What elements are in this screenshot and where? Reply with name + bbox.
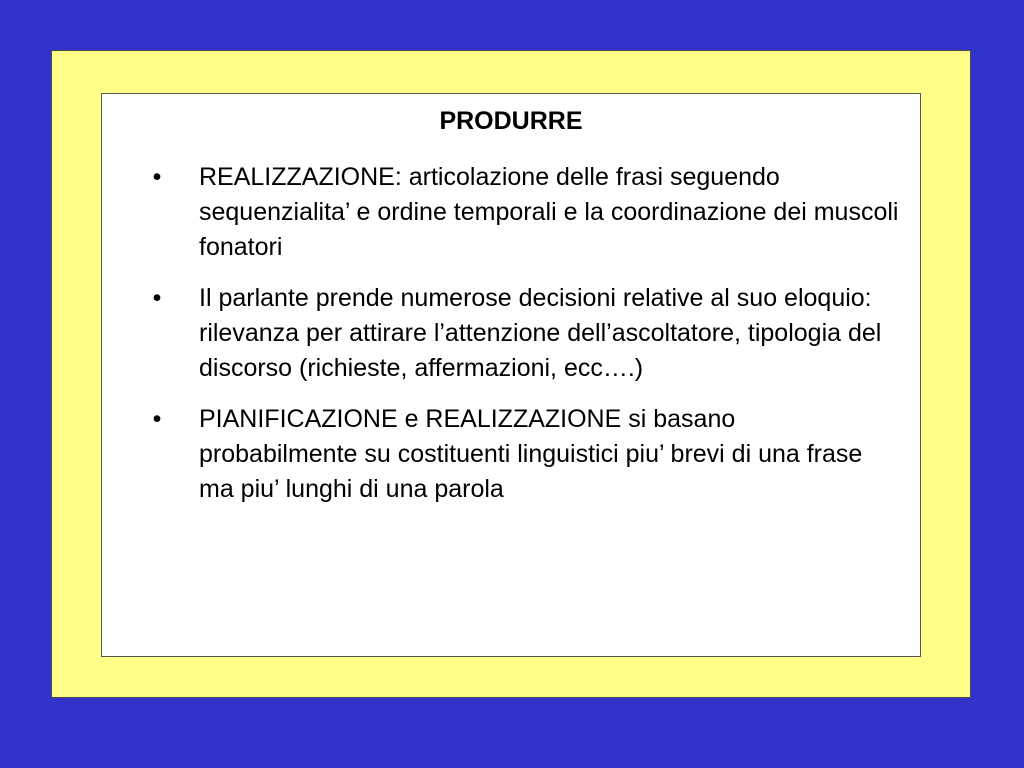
bullet-item-realizzazione (102, 160, 920, 265)
bullet-item-pianificazione (102, 402, 920, 507)
bullet-icon: • (152, 405, 162, 433)
bullet-text: Il parlante prende numerose decisioni relative al suo eloquio: rilevanza per attirare l’attenzione dell’ascoltatore, tipologia del discorso (richieste, affermazioni, ecc….) (199, 284, 882, 382)
bullet-text: PIANIFICAZIONE e REALIZZAZIONE si basano probabilmente su costituenti linguistici piu’ brevi di una frase ma piu’ lunghi di una parola (199, 405, 863, 503)
bullet-icon: • (152, 284, 162, 312)
bullet-icon: • (152, 163, 162, 191)
bullet-item-parlante (102, 281, 920, 386)
slide-title: PRODURRE (439, 107, 583, 135)
bullet-text: REALIZZAZIONE: articolazione delle frasi seguendo sequenzialita’ e ordine temporali e la coordinazione dei muscoli fonatori (199, 163, 899, 261)
content-box (101, 93, 921, 657)
bullet-list (102, 160, 920, 523)
